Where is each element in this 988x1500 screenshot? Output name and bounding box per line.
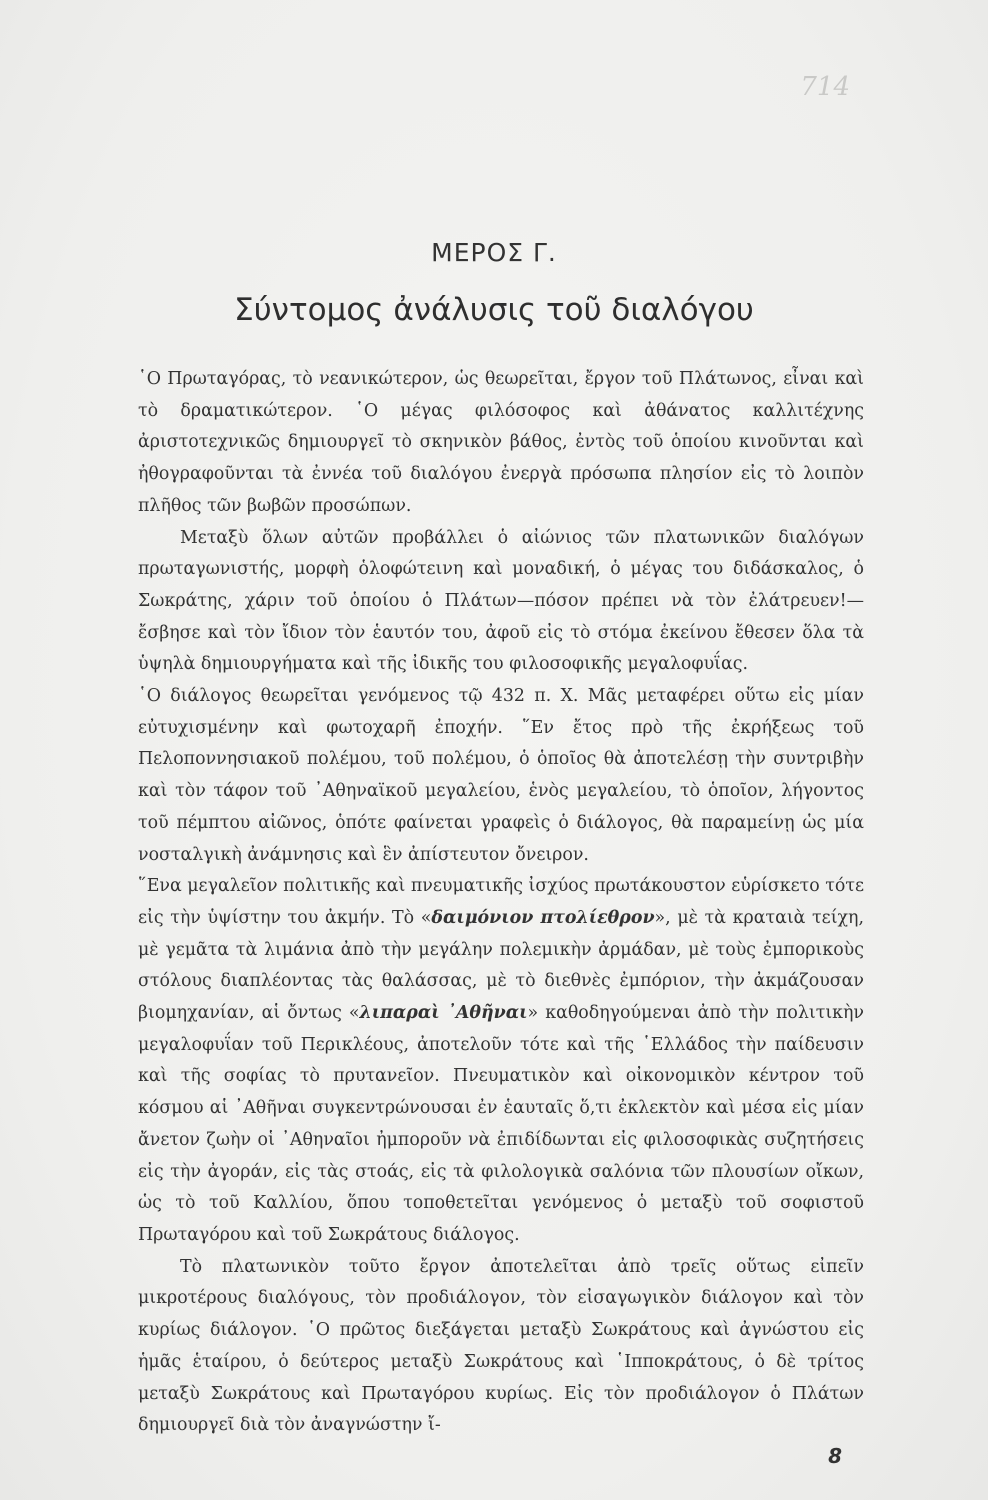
section-title: Σύντομος ἀνάλυσις τοῦ διαλόγου bbox=[234, 292, 754, 328]
part-title: ΜΕΡΟΣ Γ. bbox=[431, 238, 557, 267]
paragraph-text: », μὲ τὰ κραταιὰ τείχη, μὲ γεμᾶτα τὰ λιμάνια ἀπὸ τὴν μεγάλην πολεμικὴν ἀρμάδαν, μὲ τοὺς ἐμπορικοὺς στόλους διαπλέοντας τὰς θαλάσσας, μὲ τὸ διεθνὲς ἐμπόριον, τὴν ἀκμάζουσαν βιομηχανίαν, αἱ ὄντως « bbox=[138, 907, 864, 1024]
paragraph-text: Μεταξὺ ὅλων αὐτῶν προβάλλει ὁ αἰώνιος τῶν πλατωνικῶν διαλόγων πρωταγωνιστής, μορφὴ ὁλοφώτεινη καὶ μοναδική, ὁ μέγας του διδάσκαλος, ὁ Σωκράτης, χάριν τοῦ ὁποίου ὁ Πλάτων—πόσον πρέπει νὰ τὸν ἐλάτρευεν!—ἔσβησε καὶ τὸν ἴδιον τὸν ἑαυτόν του, ἀφοῦ εἰς τὸ στόμα ἐκείνου ἔθεσεν ὅλα τὰ ὑψηλὰ δημιουργήματα καὶ τῆς ἰδικῆς του φιλοσοφικῆς μεγαλοφυΐας. bbox=[138, 527, 864, 675]
paragraph-4 bbox=[138, 871, 864, 1251]
paragraph-text: » καθοδηγούμεναι ἀπὸ τὴν πολιτικὴν μεγαλοφυΐαν τοῦ Περικλέους, ἀποτελοῦν τότε καὶ τῆς ῾Ελλάδος τὴν παίδευσιν καὶ τῆς σοφίας τὸ πρυτανεῖον. Πνευματικὸν καὶ οἰκονομικὸν κέντρον τοῦ κόσμου αἱ ᾿Αθῆναι συγκεντρώνουσαι ἐν ἑαυταῖς ὅ,τι ἐκλεκτὸν καὶ μέσα εἰς μίαν ἄνετον ζωὴν οἱ ᾿Αθηναῖοι ἠμποροῦν νὰ ἐπιδίδωνται εἰς φιλοσοφικὰς συζητήσεις εἰς τὴν ἀγοράν, εἰς τὰς στοάς, εἰς τὰ φιλολογικὰ σαλόνια τῶν πλουσίων οἴκων, ὡς τὸ τοῦ Καλλίου, ὅπου τοποθετεῖται γενόμενος ὁ μεταξὺ τοῦ σοφιστοῦ Πρωταγόρου καὶ τοῦ Σωκράτους διάλογος. bbox=[138, 1003, 865, 1245]
paragraph-3 bbox=[138, 681, 864, 871]
emphasized-quote: λιπαραὶ ᾿Αθῆναι bbox=[359, 1003, 528, 1024]
emphasized-quote: δαιμόνιον πτολίεθρον bbox=[431, 907, 655, 928]
paragraph-1 bbox=[138, 364, 864, 523]
paragraph-2 bbox=[138, 523, 864, 682]
paragraph-text: Τὸ πλατωνικὸν τοῦτο ἔργον ἀποτελεῖται ἀπὸ τρεῖς οὕτως εἰπεῖν μικροτέρους διαλόγους, τὸν προδιάλογον, τὸν εἰσαγωγικὸν διάλογον καὶ τὸν κυρίως διάλογον. ῾Ο πρῶτος διεξάγεται μεταξὺ Σωκράτους καὶ ἀγνώστου εἰς ἡμᾶς ἑταίρου, ὁ δεύτερος μεταξὺ Σωκράτους καὶ ῾Ιπποκράτους, ὁ δὲ τρίτος μεταξὺ Σωκράτους καὶ Πρωταγόρου κυρίως. Εἰς τὸν προδιάλογον ὁ Πλάτων δημιουργεῖ διὰ τὸν ἀναγνώστην ἴ- bbox=[138, 1256, 864, 1436]
paragraph-5 bbox=[138, 1252, 864, 1442]
paragraph-text: ῾Ο διάλογος θεωρεῖται γενόμενος τῷ 432 π. Χ. Μᾶς μεταφέρει οὕτω εἰς μίαν εὐτυχισμένην καὶ φωτοχαρῆ ἐποχήν. ῞Εν ἔτος πρὸ τῆς ἐκρήξεως τοῦ Πελοποννησιακοῦ πολέμου, τοῦ πολέμου, ὁ ὁποῖος θὰ ἀποτελέσῃ τὴν συντριβὴν καὶ τὸν τάφον τοῦ ᾿Αθηναϊκοῦ μεγαλείου, ἑνὸς μεγαλείου, τὸ ὁποῖον, λήγοντος τοῦ πέμπτου αἰῶνος, ὁπότε φαίνεται γραφεὶς ὁ διάλογος, θὰ παραμείνῃ ὡς μία νοσταλγικὴ ἀνάμνησις καὶ ἓν ἀπίστευτον ὄνειρον. bbox=[138, 686, 864, 865]
body-text bbox=[138, 364, 864, 1442]
paragraph-text: ῾Ο Πρωταγόρας, τὸ νεανικώτερον, ὡς θεωρεῖται, ἔργον τοῦ Πλάτωνος, εἶναι καὶ τὸ δραματικώτερον. ῾Ο μέγας φιλόσοφος καὶ ἀθάνατος καλλιτέχνης ἀριστοτεχνικῶς δημιουργεῖ τὸ σκηνικὸν βάθος, ἐντὸς τοῦ ὁποίου κινοῦνται καὶ ἠθογραφοῦνται τὰ ἐννέα τοῦ διαλόγου ἐνεργὰ πρόσωπα πλησίον εἰς τὸ λοιπὸν πλῆθος τῶν βωβῶν προσώπων. bbox=[138, 369, 864, 516]
paragraph-text: ῞Ενα μεγαλεῖον πολιτικῆς καὶ πνευματικῆς ἰσχύος πρωτάκουστον εὑρίσκετο τότε εἰς τὴν ὑψίστην του ἀκμήν. Τὸ « bbox=[138, 876, 864, 928]
page-number: 8 bbox=[828, 1444, 842, 1468]
faint-page-mark: 714 bbox=[800, 72, 850, 102]
